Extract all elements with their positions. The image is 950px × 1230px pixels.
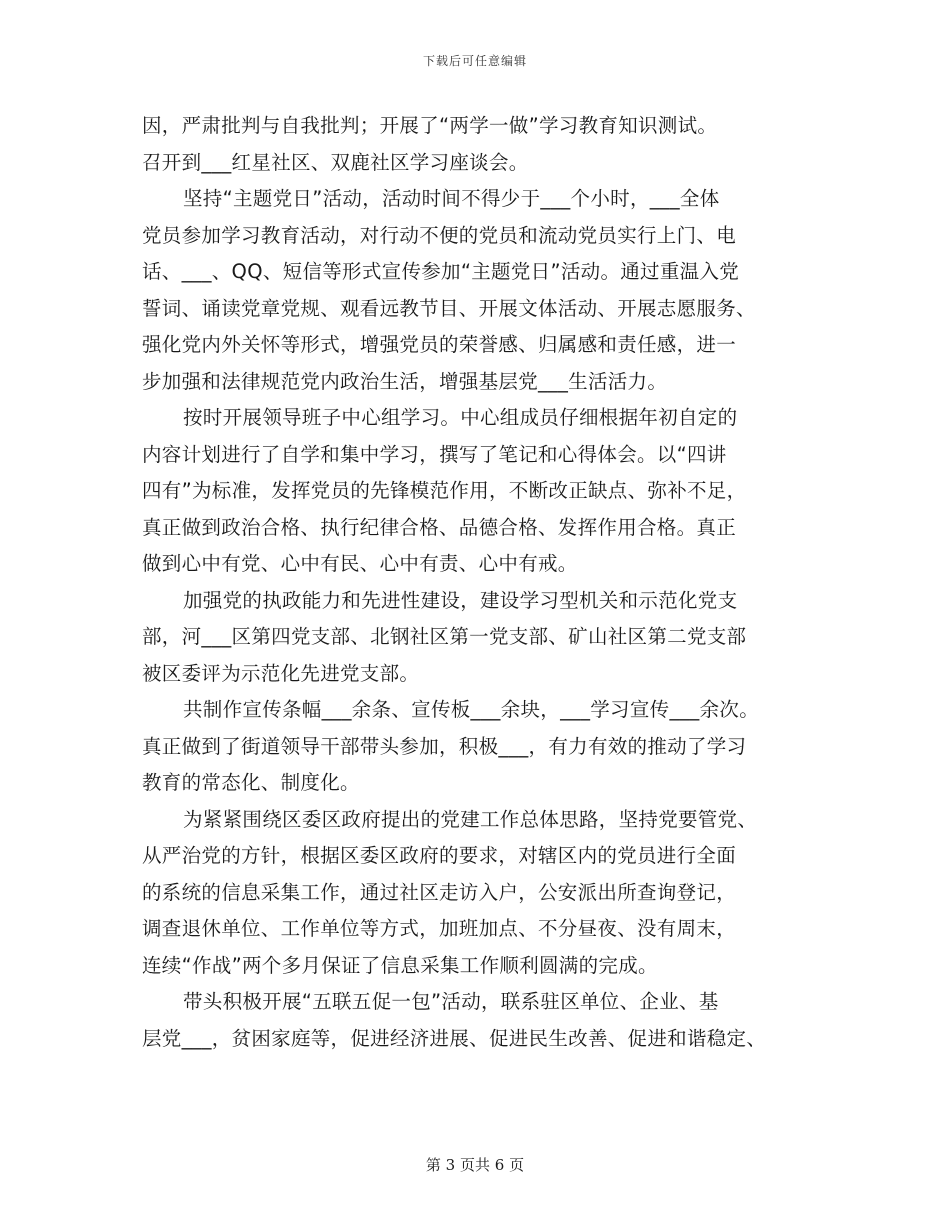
paragraph: [142, 400, 822, 583]
text-line: 坚持“主题党日”活动，活动时间不得少于___个小时，___全体: [183, 187, 720, 210]
text-line: 从严治党的方针，根据区委区政府的要求，对辖区内的党员进行全面: [142, 844, 737, 867]
text-line: 内容计划进行了自学和集中学习，撰写了笔记和心得体会。以“四讲: [142, 442, 727, 466]
paragraph: [142, 181, 822, 400]
paragraph: [142, 984, 822, 1057]
text-line: 调查退休单位、工作单位等方式，加班加点、不分昼夜、没有周末，: [142, 917, 737, 940]
text-line: 按时开展领导班子中心组学习。中心组成员仔细根据年初自定的: [183, 406, 738, 429]
paragraph: [142, 108, 822, 181]
text-line: 加强党的执政能力和先进性建设，建设学习型机关和示范化党支: [183, 588, 738, 612]
paragraph: [142, 583, 822, 693]
text-line: 部，河___区第四党支部、北钢社区第一党支部、矿山社区第二党支部: [142, 625, 747, 648]
page-number: 第 3 页共 6 页: [425, 1156, 525, 1174]
text-line: 召开到___红星社区、双鹿社区学习座谈会。: [142, 150, 529, 174]
text-line: 话、___、QQ、短信等形式宣传参加“主题党日”活动。通过重温入党: [142, 260, 740, 283]
text-line: 因，严肃批判与自我批判；开展了“两学一做”学习教育知识测试。: [142, 114, 718, 137]
text-line: 做到心中有党、心中有民、心中有责、心中有戒。: [142, 552, 578, 575]
text-line: 带头积极开展“五联五促一包”活动，联系驻区单位、企业、基: [183, 990, 719, 1013]
page-header: 下载后可任意编辑: [422, 54, 527, 68]
text-line: 教育的常态化、制度化。: [142, 771, 360, 794]
text-line: 誓词、诵读党章党规、观看远教节目、开展文体活动、开展志愿服务、: [142, 296, 756, 320]
text-line: 被区委评为示范化先进党支部。: [142, 661, 420, 685]
text-line: 四有”为标准，发挥党员的先锋模范作用，不断改正缺点、弥补不足，: [142, 479, 747, 502]
text-line: 真正做到了街道领导干部带头参加，积极___，有力有效的推动了学习: [142, 734, 747, 758]
text-line: 真正做到政治合格、执行纪律合格、品德合格、发挥作用合格。真正: [142, 515, 737, 539]
text-line: 强化党内外关怀等形式，增强党员的荣誉感、归属感和责任感，进一: [142, 333, 737, 356]
text-line: 共制作宣传条幅___余条、宣传板___余块，___学习宣传___余次。: [183, 698, 759, 721]
text-line: 连续“作战”两个多月保证了信息采集工作顺利圆满的完成。: [142, 953, 658, 977]
text-line: 为紧紧围绕区委区政府提出的党建工作总体思路，坚持党要管党、: [183, 807, 758, 831]
text-line: 的系统的信息采集工作，通过社区走访入户，公安派出所查询登记，: [142, 880, 737, 904]
text-line: 步加强和法律规范党内政治生活，增强基层党___生活活力。: [142, 369, 668, 393]
paragraph: [142, 802, 822, 985]
paragraph: [142, 692, 822, 802]
text-line: 党员参加学习教育活动，对行动不便的党员和流动党员实行上门、电: [142, 223, 737, 247]
document-body: [142, 108, 822, 1057]
text-line: 层党___，贫困家庭等，促进经济进展、促进民生改善、促进和谐稳定、: [142, 1026, 767, 1050]
